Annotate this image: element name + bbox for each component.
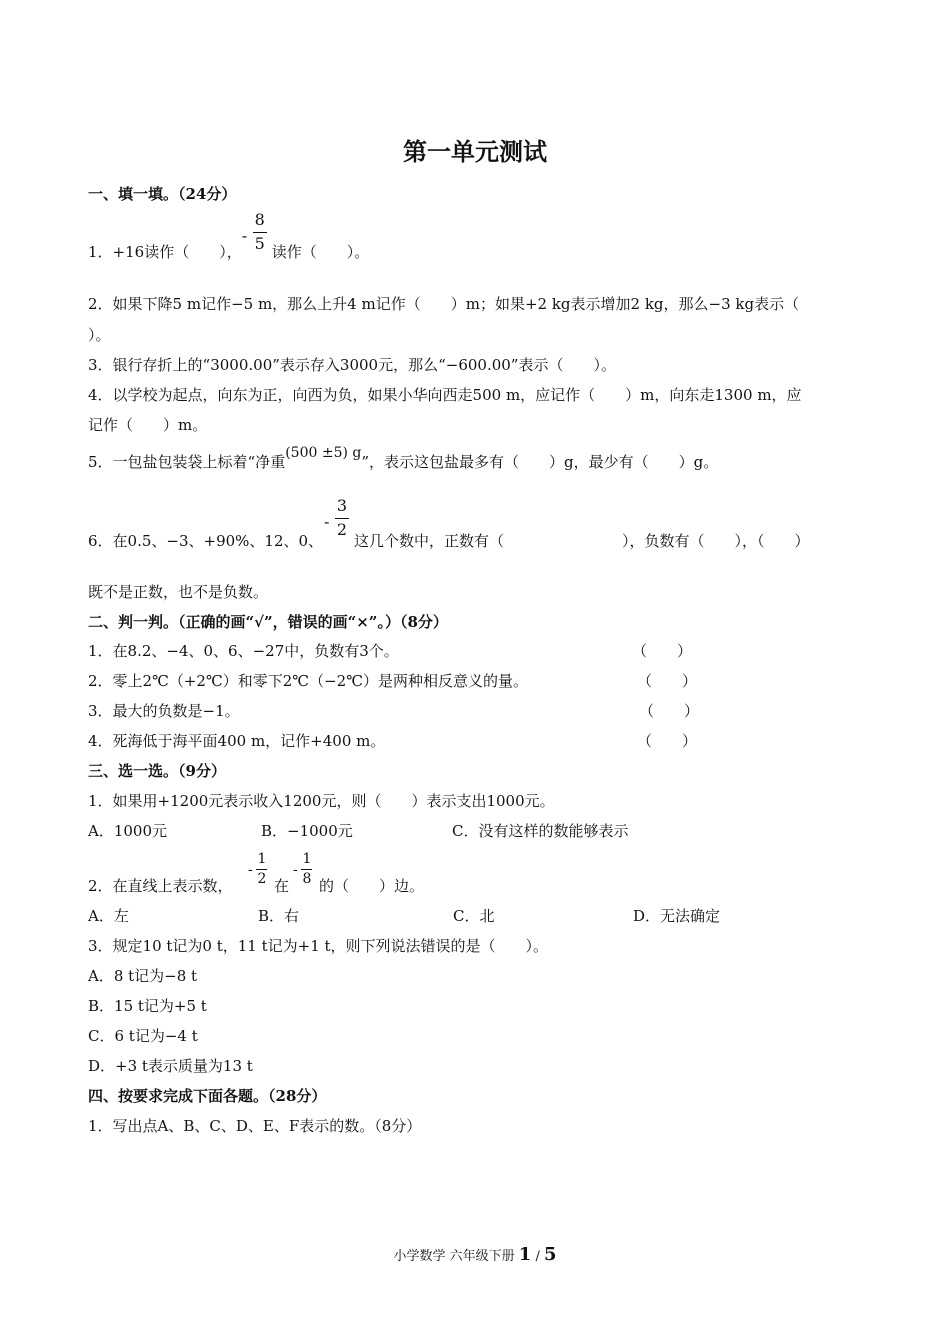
judge-item-1: 1．在8.2、−4、0、6、−27中，负数有3个。 <box>88 642 399 660</box>
denominator: 2 <box>336 520 348 539</box>
choice-2-option-b: B．右 <box>258 907 300 925</box>
choice-2-option-a: A．左 <box>88 907 129 925</box>
question-1-3: 3．银行存折上的“3000.00”表示存入3000元，那么“−600.00”表示（ ）。 <box>88 356 616 374</box>
judge-answer-paren-2[interactable]: （ ） <box>637 672 698 690</box>
numerator: 1 <box>302 851 312 867</box>
question-1-4b: 记作（ ）m。 <box>88 416 208 434</box>
footer-label: 小学数学 六年级下册 <box>393 1249 515 1264</box>
q2-text-mid: 在 <box>274 877 290 895</box>
numerator: 3 <box>336 496 348 515</box>
fraction-neg-3-2 <box>324 496 354 556</box>
judge-answer-paren-1[interactable]: （ ） <box>632 642 693 660</box>
question-1-2b: ）。 <box>88 326 111 344</box>
numerator: 1 <box>257 851 267 867</box>
minus-sign: - <box>324 512 330 531</box>
section-heading-4: 四、按要求完成下面各题。（28分） <box>88 1087 327 1105</box>
question-1-1 <box>88 210 369 270</box>
judge-item-2: 2．零上2℃（+2℃）和零下2℃（−2℃）是两种相反意义的量。 <box>88 672 528 690</box>
choice-3-option-c: C．6 t记为−4 t <box>88 1027 198 1045</box>
denominator: 8 <box>302 871 312 887</box>
minus-sign: - <box>241 226 248 245</box>
section-heading-3: 三、选一选。（9分） <box>88 762 226 780</box>
question-1-5 <box>88 445 719 473</box>
fraction-bar <box>253 232 267 233</box>
section-heading-2: 二、判一判。（正确的画“√”，错误的画“×”。）（8分） <box>88 613 448 631</box>
question-1-2a: 2．如果下降5 m记作−5 m，那么上升4 m记作（ ）m；如果+2 kg表示增加2 kg，那么−3 kg表示（ <box>88 295 800 313</box>
section-heading-1: 一、填一填。（24分） <box>88 185 237 203</box>
judge-item-3: 3．最大的负数是−1。 <box>88 702 240 720</box>
q1-text-a: 1．+16读作（ ）， <box>88 243 242 261</box>
judge-item-4: 4．死海低于海平面400 m，记作+400 m。 <box>88 732 386 750</box>
choice-question-3: 3．规定10 t记为0 t，11 t记为+1 t，则下列说法错误的是（ ）。 <box>88 937 549 955</box>
choice-1-option-c: C．没有这样的数能够表示 <box>452 822 629 840</box>
page-number: 1 <box>518 1244 532 1265</box>
q6-text-a: 6．在0.5、−3、+90%、12、0、 <box>88 532 324 550</box>
question-1-4a: 4．以学校为起点，向东为正，向西为负，如果小华向西走500 m，应记作（ ）m，向东走1300 m，应 <box>88 386 802 404</box>
q6-text-b: 这几个数中，正数有（ <box>354 532 505 550</box>
q2-text-a: 2．在直线上表示数， <box>88 877 233 895</box>
denominator: 5 <box>254 234 265 253</box>
choice-3-option-a: A．8 t记为−8 t <box>88 967 198 985</box>
judge-answer-paren-4[interactable]: （ ） <box>637 732 698 750</box>
choice-1-option-b: B．−1000元 <box>261 822 353 840</box>
numerator: 8 <box>254 210 265 229</box>
q2-text-b: 的（ ）边。 <box>319 877 425 895</box>
task-question-1: 1．写出点A、B、C、D、E、F表示的数。（8分） <box>88 1117 422 1135</box>
page-footer <box>0 1244 950 1265</box>
q1-text-b: 读作（ ）。 <box>271 243 370 261</box>
q6-text-c: ），负数有（ ），（ ） <box>622 532 810 550</box>
judge-answer-paren-3[interactable]: （ ） <box>639 702 700 720</box>
choice-3-option-b: B．15 t记为+5 t <box>88 997 207 1015</box>
net-weight-value: (500 ±5) g <box>285 445 362 461</box>
q5-text-a: 5．一包盐包装袋上标着“净重 <box>88 453 286 471</box>
fraction-bar <box>335 518 349 519</box>
page-title: 第一单元测试 <box>403 137 547 166</box>
choice-3-option-d: D．+3 t表示质量为13 t <box>88 1057 253 1075</box>
fraction-neg-1-8 <box>293 850 315 894</box>
choice-question-1: 1．如果用+1200元表示收入1200元，则（ ）表示支出1000元。 <box>88 792 555 810</box>
denominator: 2 <box>257 871 267 887</box>
choice-1-option-a: A．1000元 <box>88 822 168 840</box>
choice-2-option-d: D．无法确定 <box>633 907 721 925</box>
fraction-neg-8-5 <box>242 210 272 270</box>
q5-text-b: ”，表示这包盐最多有（ ）g，最少有（ ）g。 <box>361 453 719 471</box>
choice-2-option-c: C．北 <box>453 907 495 925</box>
page-separator: / <box>531 1249 544 1264</box>
fraction-neg-1-2 <box>248 850 270 894</box>
page-total: 5 <box>543 1244 557 1265</box>
minus-sign: - <box>248 862 253 878</box>
minus-sign: - <box>293 862 298 878</box>
question-1-6c: 既不是正数，也不是负数。 <box>88 583 269 601</box>
